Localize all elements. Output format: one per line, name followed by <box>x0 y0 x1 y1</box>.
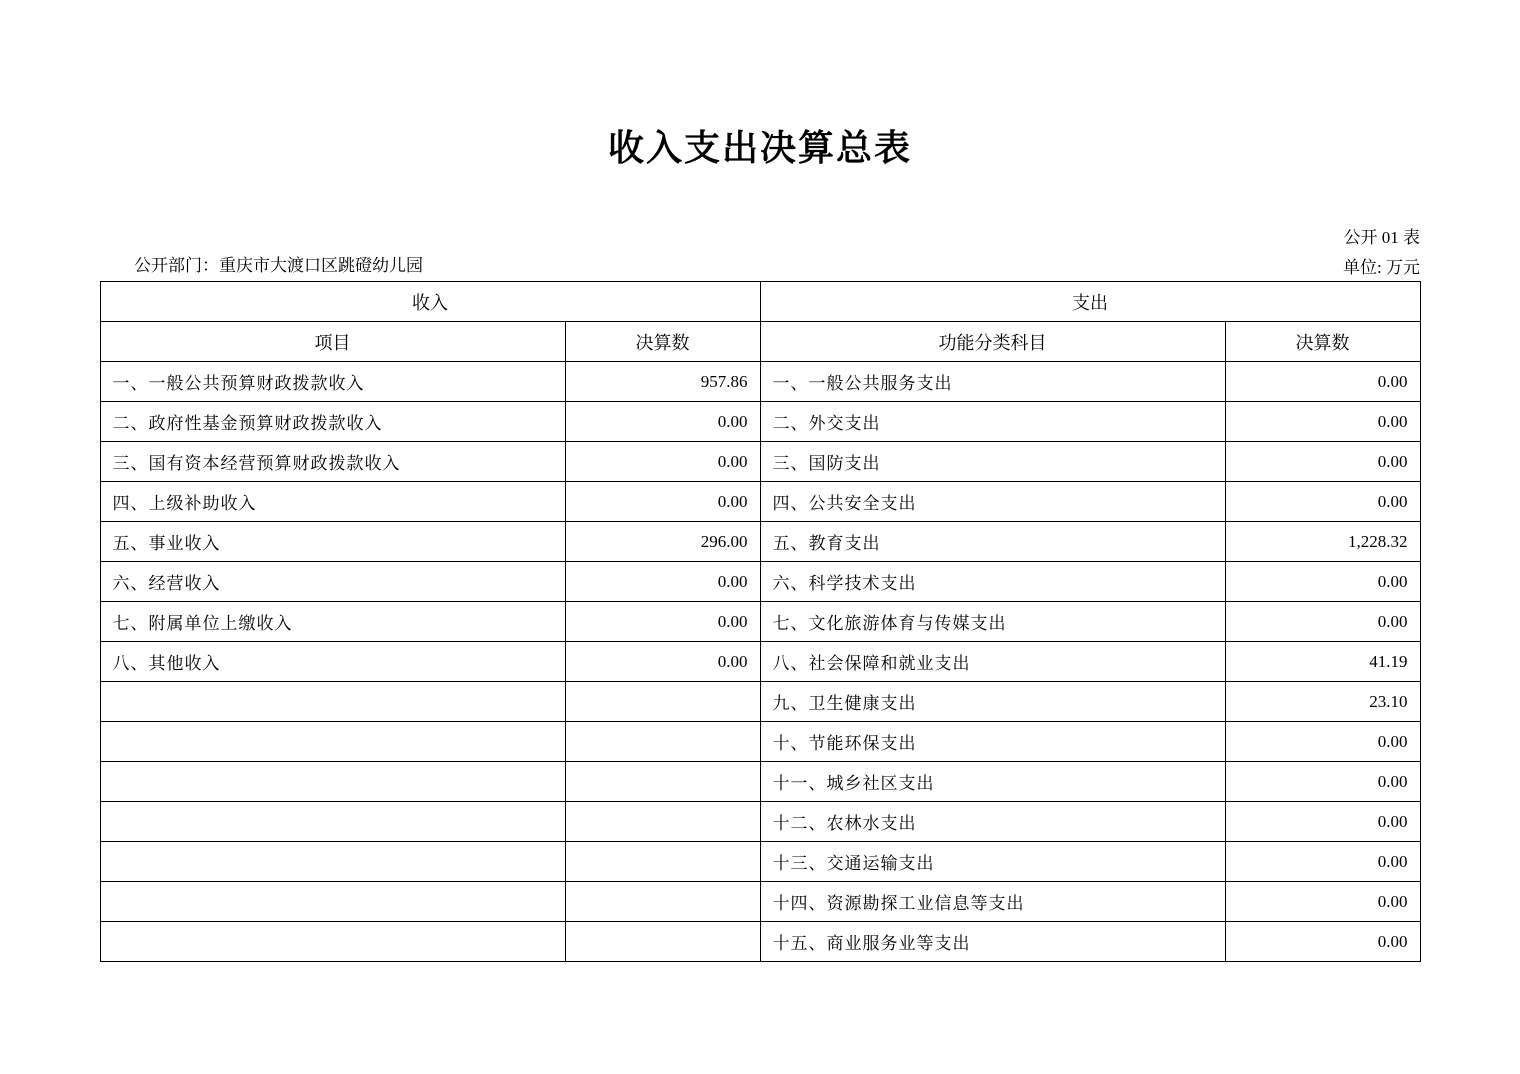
income-item-amount <box>565 722 760 762</box>
income-item-label <box>100 922 565 962</box>
expense-item-label: 三、国防支出 <box>760 442 1225 482</box>
form-meta <box>1343 223 1420 283</box>
expense-item-amount: 0.00 <box>1225 842 1420 882</box>
table-group-header-row <box>100 282 1420 322</box>
table-row <box>100 922 1420 962</box>
expense-item-amount: 23.10 <box>1225 682 1420 722</box>
table-row <box>100 442 1420 482</box>
income-item-label: 六、经营收入 <box>100 562 565 602</box>
expense-item-amount: 0.00 <box>1225 562 1420 602</box>
income-item-label: 一、一般公共预算财政拨款收入 <box>100 362 565 402</box>
table-row <box>100 642 1420 682</box>
income-item-label <box>100 882 565 922</box>
expense-item-label: 四、公共安全支出 <box>760 482 1225 522</box>
column-header-income-item: 项目 <box>100 322 565 362</box>
table-body <box>100 362 1420 962</box>
column-header-expense-item: 功能分类科目 <box>760 322 1225 362</box>
group-header-income: 收入 <box>100 282 760 322</box>
table-row <box>100 842 1420 882</box>
group-header-expense: 支出 <box>760 282 1420 322</box>
document-meta <box>100 223 1420 281</box>
department-line: 公开部门：重庆市大渡口区跳磴幼儿园 <box>134 256 423 275</box>
table-row <box>100 802 1420 842</box>
expense-item-label: 八、社会保障和就业支出 <box>760 642 1225 682</box>
table-row <box>100 362 1420 402</box>
expense-item-amount: 0.00 <box>1225 722 1420 762</box>
column-header-income-amount: 决算数 <box>565 322 760 362</box>
expense-item-amount: 0.00 <box>1225 442 1420 482</box>
income-item-label: 二、政府性基金预算财政拨款收入 <box>100 402 565 442</box>
income-item-amount <box>565 682 760 722</box>
income-item-amount <box>565 842 760 882</box>
expense-item-label: 二、外交支出 <box>760 402 1225 442</box>
expense-item-amount: 0.00 <box>1225 922 1420 962</box>
page-title: 收入支出决算总表 <box>607 127 912 168</box>
expense-item-label: 十、节能环保支出 <box>760 722 1225 762</box>
income-item-amount: 0.00 <box>565 402 760 442</box>
expense-item-label: 七、文化旅游体育与传媒支出 <box>760 602 1225 642</box>
expense-item-label: 十二、农林水支出 <box>760 802 1225 842</box>
income-item-amount: 296.00 <box>565 522 760 562</box>
income-item-label: 四、上级补助收入 <box>100 482 565 522</box>
income-item-label <box>100 802 565 842</box>
income-item-label: 五、事业收入 <box>100 522 565 562</box>
unit-note: 单位: 万元 <box>1343 258 1420 277</box>
expense-item-label: 十五、商业服务业等支出 <box>760 922 1225 962</box>
table-row <box>100 562 1420 602</box>
income-item-amount: 0.00 <box>565 642 760 682</box>
expense-item-amount: 0.00 <box>1225 362 1420 402</box>
expense-item-label: 一、一般公共服务支出 <box>760 362 1225 402</box>
income-item-label <box>100 762 565 802</box>
income-item-amount: 957.86 <box>565 362 760 402</box>
income-item-label: 七、附属单位上缴收入 <box>100 602 565 642</box>
expense-item-amount: 0.00 <box>1225 762 1420 802</box>
column-header-expense-amount: 决算数 <box>1225 322 1420 362</box>
expense-item-amount: 0.00 <box>1225 882 1420 922</box>
table-row <box>100 402 1420 442</box>
income-item-amount <box>565 922 760 962</box>
table-column-header-row <box>100 322 1420 362</box>
table-row <box>100 482 1420 522</box>
income-item-amount <box>565 802 760 842</box>
income-item-amount <box>565 762 760 802</box>
expense-item-label: 十四、资源勘探工业信息等支出 <box>760 882 1225 922</box>
income-item-label: 八、其他收入 <box>100 642 565 682</box>
expense-item-label: 十三、交通运输支出 <box>760 842 1225 882</box>
expense-item-amount: 0.00 <box>1225 402 1420 442</box>
table-row <box>100 722 1420 762</box>
expense-item-amount: 0.00 <box>1225 802 1420 842</box>
income-item-label <box>100 722 565 762</box>
expense-item-amount: 1,228.32 <box>1225 522 1420 562</box>
income-item-amount: 0.00 <box>565 442 760 482</box>
income-item-amount: 0.00 <box>565 602 760 642</box>
table-row <box>100 762 1420 802</box>
income-item-amount: 0.00 <box>565 562 760 602</box>
expense-item-amount: 0.00 <box>1225 602 1420 642</box>
table-row <box>100 602 1420 642</box>
income-item-amount <box>565 882 760 922</box>
income-item-label <box>100 682 565 722</box>
expense-item-label: 十一、城乡社区支出 <box>760 762 1225 802</box>
expense-item-label: 五、教育支出 <box>760 522 1225 562</box>
table-row <box>100 882 1420 922</box>
table-row <box>100 522 1420 562</box>
income-item-label: 三、国有资本经营预算财政拨款收入 <box>100 442 565 482</box>
expense-item-amount: 41.19 <box>1225 642 1420 682</box>
table-row <box>100 682 1420 722</box>
expense-item-label: 九、卫生健康支出 <box>760 682 1225 722</box>
form-number: 公开 01 表 <box>1343 228 1420 247</box>
income-item-amount: 0.00 <box>565 482 760 522</box>
income-item-label <box>100 842 565 882</box>
expense-item-label: 六、科学技术支出 <box>760 562 1225 602</box>
expense-item-amount: 0.00 <box>1225 482 1420 522</box>
budget-table <box>100 281 1421 962</box>
